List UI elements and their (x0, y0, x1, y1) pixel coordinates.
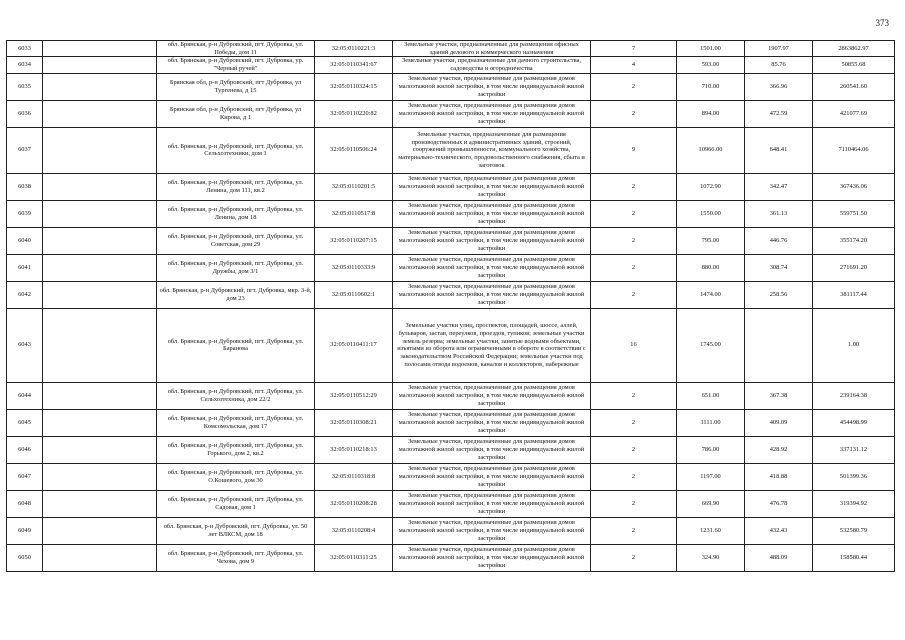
row-number: 6048 (7, 490, 43, 517)
cadastral-number-cell: 32:05:0110221:3 (315, 41, 393, 57)
cadastral-number-cell: 32:05:0110341:67 (315, 57, 393, 73)
permitted-use-cell: Земельные участки, предназначенные для размещения домов малоэтажной жилой застройки, в том числе индивидуальной жилой застройки (393, 409, 591, 436)
specific-value-cell: 366.96 (745, 73, 813, 100)
page-number: 373 (875, 18, 889, 28)
row-number: 6037 (7, 127, 43, 173)
permitted-use-cell: Земельные участки, предназначенные для размещения производственных и административных зданий, строений, сооружений промышленности, коммунального хозяйства, материально-технического, продовольственного снабжения, сбыта и заготовок (393, 127, 591, 173)
row-number: 6043 (7, 308, 43, 382)
row-number: 6036 (7, 100, 43, 127)
table-row (7, 308, 895, 382)
permitted-use-cell: Земельные участки, предназначенные для размещения офисных зданий делового и коммерческого назначения (393, 41, 591, 57)
cadastral-number-cell: 32:05:0110208:4 (315, 517, 393, 544)
cadastral-number-cell: 32:05:0110517:8 (315, 200, 393, 227)
table-row (7, 254, 895, 281)
table-row (7, 436, 895, 463)
table-row (7, 57, 895, 73)
permitted-use-cell: Земельные участки, предназначенные для размещения домов малоэтажной жилой застройки, в том числе индивидуальной жилой застройки (393, 544, 591, 571)
area-cell: 324.90 (677, 544, 745, 571)
cadastral-number-cell: 32:05:0110506:24 (315, 127, 393, 173)
table-row (7, 73, 895, 100)
row-number: 6050 (7, 544, 43, 571)
cadastral-value-cell: 7110464.06 (813, 127, 895, 173)
area-cell: 1231.60 (677, 517, 745, 544)
row-number: 6038 (7, 173, 43, 200)
address-cell: Брянская обл, р-н Дубровский, пгт Дубровка, ул Кирова, д 1 (157, 100, 315, 127)
cadastral-number-cell: 32:05:0110311:25 (315, 544, 393, 571)
cadastral-value-cell: 454498.99 (813, 409, 895, 436)
specific-value-cell (745, 308, 813, 382)
cadastral-number-cell: 32:05:0110602:1 (315, 281, 393, 308)
permitted-use-cell: Земельные участки, предназначенные для размещения домов малоэтажной жилой застройки, в том числе индивидуальной жилой застройки (393, 490, 591, 517)
permitted-use-cell: Земельные участки, предназначенные для размещения домов малоэтажной жилой застройки, в том числе индивидуальной жилой застройки (393, 382, 591, 409)
permitted-use-cell: Земельные участки, предназначенные для дачного строительства, садоводства и огородничества (393, 57, 591, 73)
table-row (7, 409, 895, 436)
address-cell: обл. Брянская, р-н Дубровский, пгт. Дубровка, ул. Сельхозтехники, дом 1 (157, 127, 315, 173)
row-number: 6033 (7, 41, 43, 57)
blank-cell (43, 308, 157, 382)
row-number: 6045 (7, 409, 43, 436)
address-cell: обл. Брянская, р-н Дубровский, пгт. Дубровка, ул. Сельхозтехника, дом 22/2 (157, 382, 315, 409)
cadastral-number-cell: 32:05:0110218:13 (315, 436, 393, 463)
permitted-use-cell: Земельные участки улиц, проспектов, площадей, шоссе, аллей, бульваров, застав, переулков, проездов, тупиков; земельные участки земель резерва; земельные участки, занятые водными объектами, изъятыми из оборота или ограниченными в обороте в соответствии с законодательством Российской Федерации; земельные участки под полосами отвода водоемов, каналов и коллекторов, набережные (393, 308, 591, 382)
cadastral-number-cell: 32:05:0110220:82 (315, 100, 393, 127)
address-cell: обл. Брянская, р-н Дубровский, пгт. Дубровка, ул. Победы, дом 11 (157, 41, 315, 57)
category-cell: 2 (591, 227, 677, 254)
address-cell: Брянская обл, р-н Дубровский, пгт Дубровка, ул Тургенева, д 15 (157, 73, 315, 100)
permitted-use-cell: Земельные участки, предназначенные для размещения домов малоэтажной жилой застройки, в том числе индивидуальной жилой застройки (393, 436, 591, 463)
category-cell: 2 (591, 490, 677, 517)
specific-value-cell: 367.38 (745, 382, 813, 409)
specific-value-cell: 361.13 (745, 200, 813, 227)
row-number: 6049 (7, 517, 43, 544)
specific-value-cell: 85.76 (745, 57, 813, 73)
row-number: 6035 (7, 73, 43, 100)
address-cell: обл. Брянская, р-н Дубровский, пгт. Дубровка, ул. Садовая, дом 1 (157, 490, 315, 517)
area-cell: 880.00 (677, 254, 745, 281)
specific-value-cell: 428.92 (745, 436, 813, 463)
permitted-use-cell: Земельные участки, предназначенные для размещения домов малоэтажной жилой застройки, в том числе индивидуальной жилой застройки (393, 517, 591, 544)
blank-cell (43, 490, 157, 517)
blank-cell (43, 200, 157, 227)
category-cell: 2 (591, 200, 677, 227)
blank-cell (43, 409, 157, 436)
cadastral-value-cell: 501399.36 (813, 463, 895, 490)
cadastral-value-cell: 271691.20 (813, 254, 895, 281)
table-row (7, 227, 895, 254)
cadastral-value-cell: 559751.50 (813, 200, 895, 227)
category-cell: 7 (591, 41, 677, 57)
category-cell: 2 (591, 409, 677, 436)
cadastral-number-cell: 32:05:0110324:15 (315, 73, 393, 100)
cadastral-value-cell: 381117.44 (813, 281, 895, 308)
permitted-use-cell: Земельные участки, предназначенные для размещения домов малоэтажной жилой застройки, в том числе индивидуальной жилой застройки (393, 281, 591, 308)
category-cell: 2 (591, 544, 677, 571)
blank-cell (43, 100, 157, 127)
row-number: 6034 (7, 57, 43, 73)
table-row (7, 100, 895, 127)
area-cell: 894.00 (677, 100, 745, 127)
table-row (7, 490, 895, 517)
cadastral-number-cell: 32:05:0110201:5 (315, 173, 393, 200)
category-cell: 2 (591, 463, 677, 490)
area-cell: 10966.00 (677, 127, 745, 173)
table-row (7, 200, 895, 227)
cadastral-number-cell: 32:05:0110512:29 (315, 382, 393, 409)
address-cell: обл. Брянская, р-н Дубровский, пгт. Дубровка, ур. "Черный ручей" (157, 57, 315, 73)
row-number: 6039 (7, 200, 43, 227)
address-cell: обл. Брянская, р-н Дубровский, пгт. Дубровка, ул. О.Кошевого, дом 30 (157, 463, 315, 490)
area-cell: 786.00 (677, 436, 745, 463)
specific-value-cell: 446.76 (745, 227, 813, 254)
permitted-use-cell: Земельные участки, предназначенные для размещения домов малоэтажной жилой застройки, в том числе индивидуальной жилой застройки (393, 227, 591, 254)
address-cell: обл. Брянская, р-н Дубровский, пгт. Дубровка, ул. 50 лет ВЛКСМ, дом 18 (157, 517, 315, 544)
area-cell: 651.00 (677, 382, 745, 409)
address-cell: обл. Брянская, р-н Дубровский, пгт. Дубровка, ул. Советская, дом 29 (157, 227, 315, 254)
category-cell: 2 (591, 73, 677, 100)
blank-cell (43, 281, 157, 308)
cadastral-number-cell: 32:05:0110318:8 (315, 463, 393, 490)
specific-value-cell: 258.56 (745, 281, 813, 308)
table-row (7, 173, 895, 200)
permitted-use-cell: Земельные участки, предназначенные для размещения домов малоэтажной жилой застройки, в том числе индивидуальной жилой застройки (393, 463, 591, 490)
cadastral-value-cell: 260541.60 (813, 73, 895, 100)
specific-value-cell: 308.74 (745, 254, 813, 281)
address-cell: обл. Брянская, р-н Дубровский, пгт. Дубровка, ул. Ленина, дом 18 (157, 200, 315, 227)
category-cell: 2 (591, 517, 677, 544)
area-cell: 669.90 (677, 490, 745, 517)
row-number: 6044 (7, 382, 43, 409)
blank-cell (43, 463, 157, 490)
cadastral-number-cell: 32:05:0110333:9 (315, 254, 393, 281)
cadastral-value-cell: 50855.68 (813, 57, 895, 73)
address-cell: обл. Брянская, р-н Дубровский, пгт. Дубровка, ул. Горького, дом 2, кв.2 (157, 436, 315, 463)
area-cell: 1745.00 (677, 308, 745, 382)
area-cell: 593.00 (677, 57, 745, 73)
category-cell: 9 (591, 127, 677, 173)
area-cell: 1111.00 (677, 409, 745, 436)
cadastral-value-cell: 337131.12 (813, 436, 895, 463)
specific-value-cell: 648.41 (745, 127, 813, 173)
specific-value-cell: 342.47 (745, 173, 813, 200)
blank-cell (43, 544, 157, 571)
blank-cell (43, 173, 157, 200)
address-cell: обл. Брянская, р-н Дубровский, пгт. Дубровка, ул. Комсомольская, дом 17 (157, 409, 315, 436)
blank-cell (43, 227, 157, 254)
blank-cell (43, 57, 157, 73)
specific-value-cell: 418.88 (745, 463, 813, 490)
area-cell: 795.00 (677, 227, 745, 254)
area-cell: 1072.90 (677, 173, 745, 200)
category-cell: 4 (591, 57, 677, 73)
permitted-use-cell: Земельные участки, предназначенные для размещения домов малоэтажной жилой застройки, в том числе индивидуальной жилой застройки (393, 254, 591, 281)
area-cell: 1474.00 (677, 281, 745, 308)
row-number: 6040 (7, 227, 43, 254)
cadastral-value-cell: 2863862.97 (813, 41, 895, 57)
cadastral-number-cell: 32:05:0110207:15 (315, 227, 393, 254)
cadastral-value-cell: 532580.79 (813, 517, 895, 544)
permitted-use-cell: Земельные участки, предназначенные для размещения домов малоэтажной жилой застройки, в том числе индивидуальной жилой застройки (393, 100, 591, 127)
specific-value-cell: 1907.97 (745, 41, 813, 57)
land-registry-table (6, 40, 895, 572)
row-number: 6046 (7, 436, 43, 463)
specific-value-cell: 488.09 (745, 544, 813, 571)
category-cell: 2 (591, 382, 677, 409)
cadastral-value-cell: 367436.06 (813, 173, 895, 200)
table-row (7, 544, 895, 571)
address-cell: обл. Брянская, р-н Дубровский, пгт. Дубровка, ул. Чехова, дом 9 (157, 544, 315, 571)
specific-value-cell: 432.43 (745, 517, 813, 544)
table-row (7, 281, 895, 308)
category-cell: 2 (591, 281, 677, 308)
cadastral-value-cell: 158580.44 (813, 544, 895, 571)
cadastral-number-cell: 32:05:0110308:21 (315, 409, 393, 436)
blank-cell (43, 382, 157, 409)
permitted-use-cell: Земельные участки, предназначенные для размещения домов малоэтажной жилой застройки, в том числе индивидуальной жилой застройки (393, 73, 591, 100)
specific-value-cell: 472.59 (745, 100, 813, 127)
address-cell: обл. Брянская, р-н Дубровский, пгт. Дубровка, мкр. 3-й, дом 23 (157, 281, 315, 308)
cadastral-value-cell: 421077.69 (813, 100, 895, 127)
category-cell: 2 (591, 436, 677, 463)
area-cell: 1501.00 (677, 41, 745, 57)
table-row (7, 382, 895, 409)
permitted-use-cell: Земельные участки, предназначенные для размещения домов малоэтажной жилой застройки, в том числе индивидуальной жилой застройки (393, 200, 591, 227)
row-number: 6041 (7, 254, 43, 281)
table-row (7, 127, 895, 173)
address-cell: обл. Брянская, р-н Дубровский, пгт. Дубровка, ул. Дружбы, дом 3/1 (157, 254, 315, 281)
category-cell: 2 (591, 100, 677, 127)
blank-cell (43, 127, 157, 173)
cadastral-number-cell: 32:05:0110208:28 (315, 490, 393, 517)
specific-value-cell: 476.78 (745, 490, 813, 517)
table-row (7, 41, 895, 57)
table-row (7, 517, 895, 544)
area-cell: 1197.00 (677, 463, 745, 490)
cadastral-value-cell: 1.00 (813, 308, 895, 382)
specific-value-cell: 409.09 (745, 409, 813, 436)
area-cell: 710.00 (677, 73, 745, 100)
address-cell: обл. Брянская, р-н Дубровский, пгт. Дубровка, ул. Ленина, дом 111, кв.2 (157, 173, 315, 200)
cadastral-value-cell: 239164.38 (813, 382, 895, 409)
blank-cell (43, 436, 157, 463)
category-cell: 16 (591, 308, 677, 382)
blank-cell (43, 41, 157, 57)
blank-cell (43, 73, 157, 100)
address-cell: обл. Брянская, р-н Дубровский, пгт. Дубровка, ул. Баранова (157, 308, 315, 382)
blank-cell (43, 254, 157, 281)
category-cell: 2 (591, 173, 677, 200)
row-number: 6042 (7, 281, 43, 308)
table-row (7, 463, 895, 490)
cadastral-number-cell: 32:05:0110411:17 (315, 308, 393, 382)
row-number: 6047 (7, 463, 43, 490)
permitted-use-cell: Земельные участки, предназначенные для размещения домов малоэтажной жилой застройки, в том числе индивидуальной жилой застройки (393, 173, 591, 200)
category-cell: 2 (591, 254, 677, 281)
cadastral-value-cell: 319394.92 (813, 490, 895, 517)
blank-cell (43, 517, 157, 544)
cadastral-value-cell: 355174.20 (813, 227, 895, 254)
area-cell: 1550.00 (677, 200, 745, 227)
